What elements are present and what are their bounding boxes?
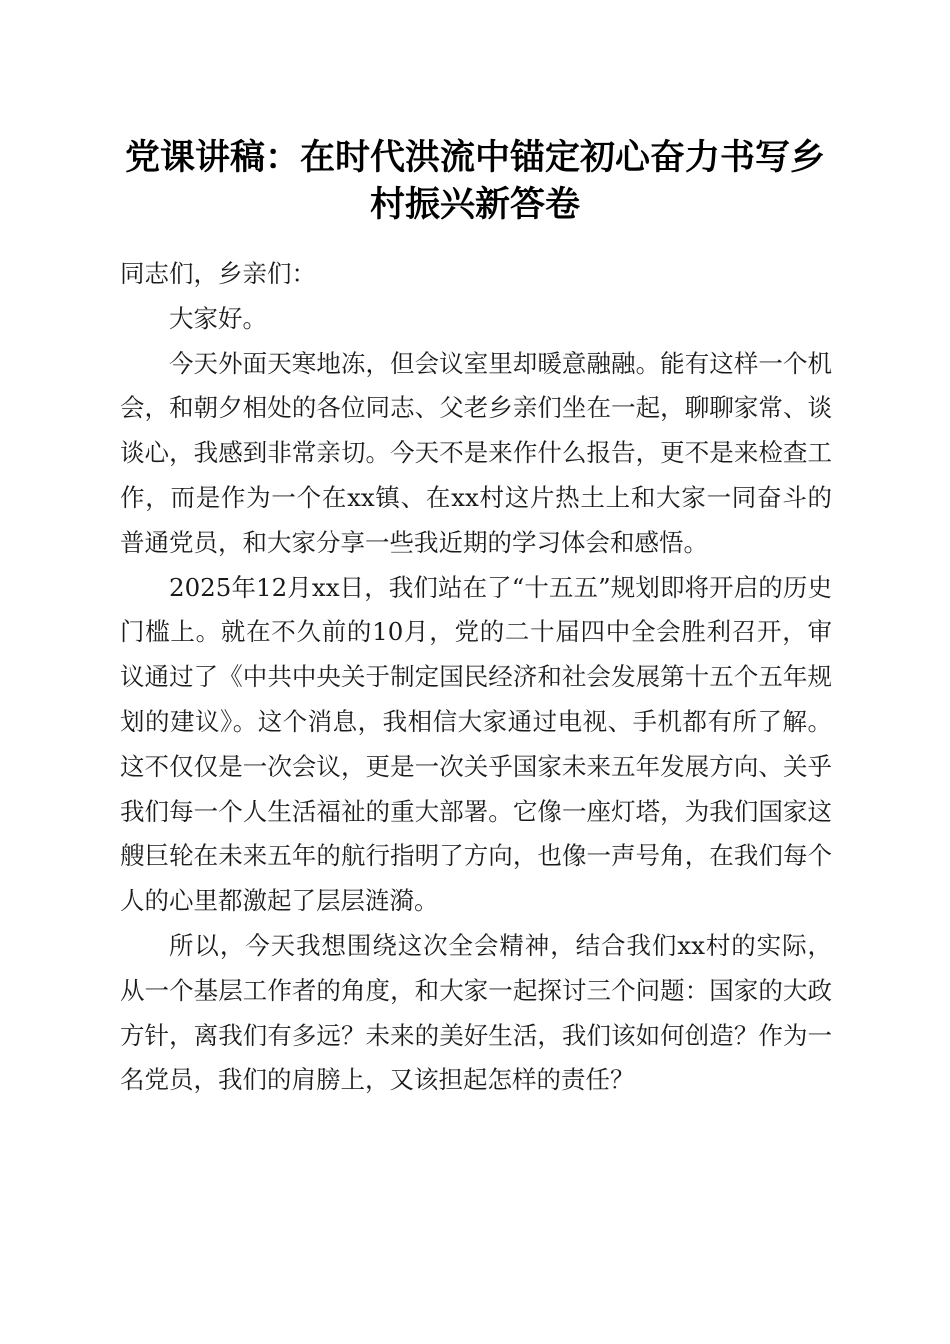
paragraph-greeting: 大家好。 [169,303,267,333]
document-title: 党课讲稿：在时代洪流中锚定初心奋力书写乡村振兴新答卷 [124,137,825,225]
paragraph-opening: 今天外面天寒地冻，但会议室里却暖意融融。能有这样一个机会，和朝夕相处的各位同志、父老乡亲们坐在一起，聊聊家常、谈谈心，我感到非常亲切。今天不是来作什么报告，更不是来检查工作，而是作为一个在xx镇、在xx村这片热土上和大家一同奋斗的普通党员，和大家分享一些我近期的学习体会和感悟。 [120,348,832,557]
paragraph-three-questions: 所以，今天我想围绕这次全会精神，结合我们xx村的实际，从一个基层工作者的角度，和大家一起探讨三个问题：国家的大政方针，离我们有多远？未来的美好生活，我们该如何创造？作为一名党员，我们的肩膀上，又该担起怎样的责任？ [120,930,832,1095]
salutation: 同志们，乡亲们： [120,259,316,288]
document-body [120,252,832,1103]
paragraph-plenary-session: 2025年12月xx日，我们站在了“十五五”规划即将开启的历史门槛上。就在不久前的10月，党的二十届四中全会胜利召开，审议通过了《中共中央关于制定国民经济和社会发展第十五个五年规划的建议》。这个消息，我相信大家通过电视、手机都有所了解。这不仅仅是一次会议，更是一次关乎国家未来五年发展方向、关乎我们每一个人生活福祉的重大部署。它像一座灯塔，为我们国家这艘巨轮在未来五年的航行指明了方向，也像一声号角，在我们每个人的心里都激起了层层涟漪。 [120,572,832,916]
